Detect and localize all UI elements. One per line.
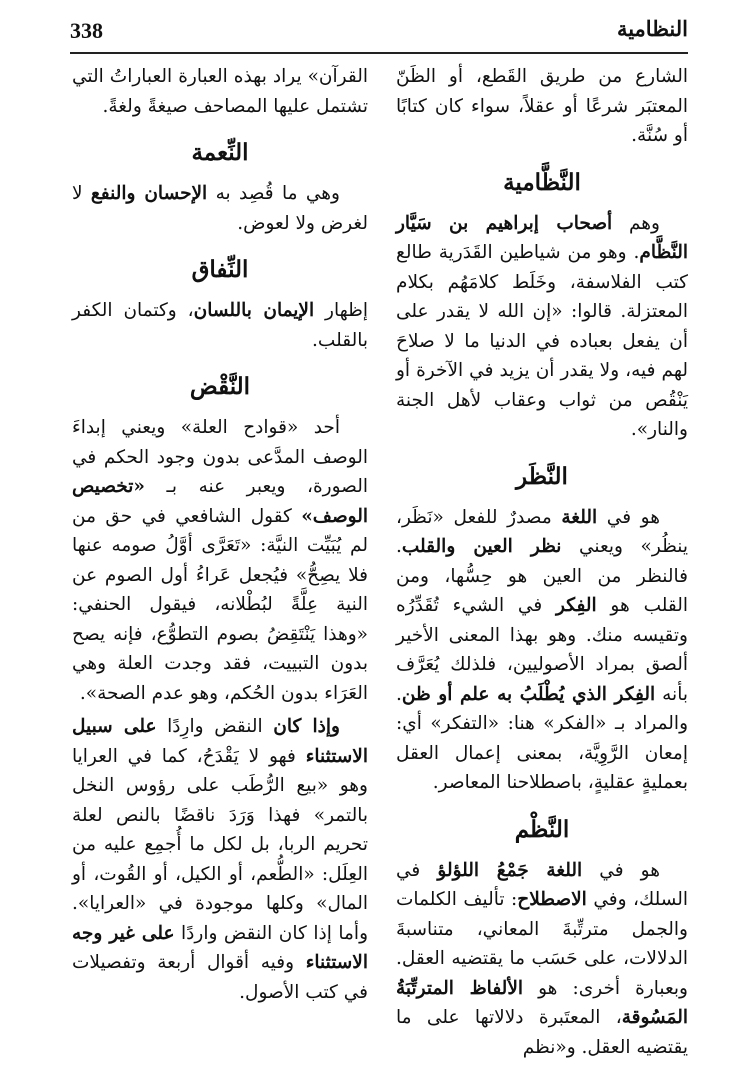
entry-text-nima: وهي ما قُصِد به الإحسان والنفع لا لغرض ولا لعوض. [72, 183, 368, 234]
continued-paragraph: القرآن» يراد بهذه العبارة العباراتُ التي تشتمل عليها المصاحف صيغةً ولغةً. [72, 66, 368, 117]
page-header [70, 16, 688, 54]
continued-paragraph: الشارع من طريق القَطع، أو الظَنّ المعتبَر شرعًا أو عقلاً، سواء كان كتابًا أو سُنَّة. [396, 66, 688, 146]
entry-heading-nazar: النَّظَر [516, 462, 568, 490]
entry-heading-nazm: النَّظْم [514, 815, 570, 843]
entry-heading-nizamiyya: النَّظَّامية [503, 168, 581, 196]
entry-heading-naqd: النَّقْض [189, 373, 251, 400]
entry-text-nazar: هو في اللغة مصدرٌ للفعل «نَظَر، ينظُر» ويعني نظر العين والقلب. فالنظر من العين هو حِسُّها، ومن القلب هو الفِكر في الشيء تُقَدِّرُه وتقيسه منك. وهو بهذا المعنى الأخير ألصق بمراد الأصوليين، فلذلك يُعَرَّف بأنه الفِكر الذي يُطْلَبُ به علم أو ظن. والمراد بـ «الفكر» هنا: «التفكر» أي: إمعان الرَّوِيَّة، بمعنى إعمال العقل بعمليةٍ عقليةٍ، باصطلاحنا المعاصر. [396, 506, 689, 793]
running-title: النظامية [616, 16, 688, 41]
left-column [72, 62, 368, 1011]
entry-text-nifaq: إظهار الإيمان باللسان، وكتمان الكفر بالقلب. [72, 300, 368, 351]
entry-text-naqd: أحد «قوادح العلة» ويعني إبداءَ الوصف المدَّعى بدون وجود الحكم في الصورة، ويعبر عنه بـ «تخصيص الوصف» كقول الشافعي في حق من لم يُبَيِّت النيَّة: «تَعَرَّى أوَّلُ صومه عنها فلا يصِحُّ» فيُجعل عَراءُ أول الصوم عن النية عِلَّةً لبُطْلانه، فيقول الحنفي: «وهذا يَنْتَقِضُ بصوم التطوُّع، فإنه يصح بدون التبييت، فقد وجدت العلة وهي العَرَاء بدون الحُكم، وهو عدم الصحة». [72, 417, 368, 704]
entry-heading-nima: النِّعمة [191, 139, 249, 166]
entry-text-nizamiyya: وهم أصحاب إبراهيم بن سَيَّار النَّظَّام. وهو من شياطين القَدَرية طالع كتب الفلاسفة، وخَلَط كلامَهُم بكلام المعتزلة. قالوا: «إن الله لا يقدر على أن يفعل بعباده في الدنيا ما لا صلاحَ لهم فيه، ولا يقدر أن يزيد في الآخرة أو يَنْقُص من ثواب وعقاب لأهل الجنة والنار». [396, 212, 688, 440]
page-number: 338 [70, 18, 103, 43]
right-column [396, 62, 688, 1066]
entry-text-naqd-2: وإذا كان النقض وارِدًا على سبيل الاستثناء فهو لا يَقْدَحُ، كما في العرايا وهو «بيع الرُّطَب على رؤوس النخل بالتمر» فهذا وَرَدَ ناقضًا بالنص لعلة تحريم الربا، بل لكل ما أُجمِع عليه من العِلَل: «الطُّعم، أو الكيل، أو القُوت، أو المال» وكلها موجودة في «العرايا». وأما إذا كان النقض واردًا على غير وجه الاستثناء وفيه أقوال أربعة وتفصيلات في كتب الأصول. [72, 716, 369, 1003]
entry-text-nazm: هو في اللغة جَمْعُ اللؤلؤ في السلك، وفي الاصطلاح: تأليف الكلمات والجمل مترتِّبةَ المعاني، متناسبةَ الدلالات، على حَسَب ما يقتضيه العقل. وبعبارة أخرى: هو الألفاظ المترتِّبَةُ المَسُوقة، المعتَبرة دلالاتها على ما يقتضيه العقل. و«نظم [396, 859, 688, 1058]
entry-heading-nifaq: النِّفاق [191, 256, 249, 283]
